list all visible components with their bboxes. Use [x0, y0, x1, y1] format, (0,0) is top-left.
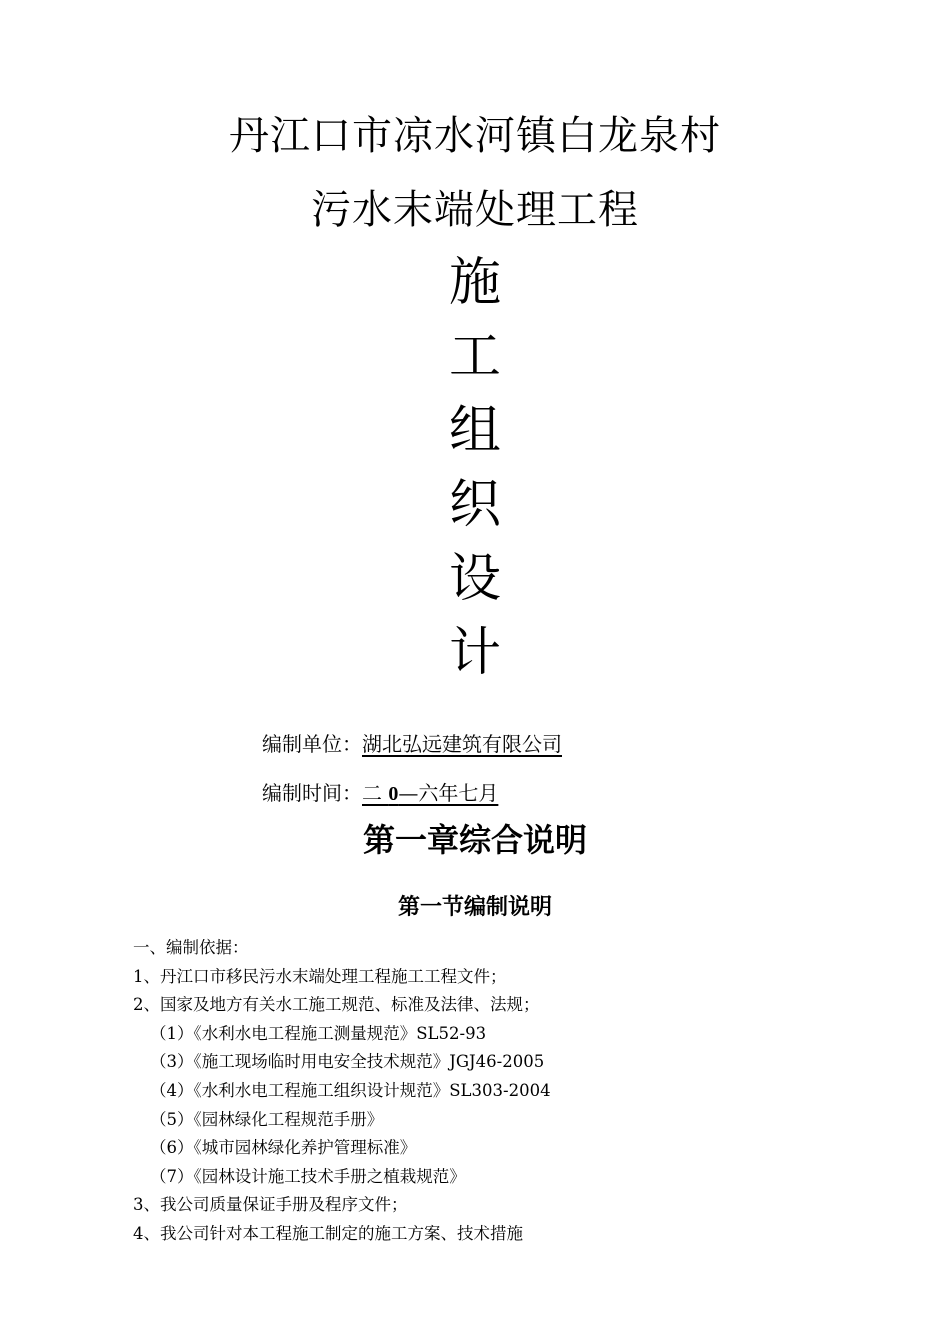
chapter-heading: 第一章综合说明 [362, 821, 587, 859]
body-line: （6）《城市园林绿化养护管理标准》 [150, 1138, 417, 1158]
vertical-title-char: 组 [448, 401, 501, 461]
vertical-title-char: 织 [448, 475, 501, 535]
date-label: 编制时间： [262, 781, 362, 805]
body-line: （1）《水利水电工程施工测量规范》SL52-93 [150, 1023, 487, 1043]
title-line-2: 污水末端处理工程 [311, 187, 639, 233]
body-line: （7）《园林设计施工技术手册之植栽规范》 [150, 1166, 466, 1186]
compiler-line [262, 730, 562, 758]
body-line: 一、编制依据： [133, 938, 249, 957]
body-line: 1、丹江口市移民污水末端处理工程施工工程文件； [133, 966, 507, 986]
body-line: （3）《施工现场临时用电安全技术规范》JGJ46-2005 [150, 1052, 545, 1072]
body-line: （5）《园林绿化工程规范手册》 [150, 1109, 384, 1129]
vertical-title-char: 设 [448, 549, 501, 609]
date-line [262, 779, 498, 808]
body-line: （4）《水利水电工程施工组织设计规范》SL303-2004 [150, 1080, 551, 1100]
title-line-1: 丹江口市凉水河镇白龙泉村 [229, 113, 721, 159]
vertical-title [0, 246, 950, 690]
body-text [133, 934, 833, 1249]
body-line: 2、国家及地方有关水工施工规范、标准及法律、法规； [133, 995, 540, 1015]
vertical-title-char: 施 [448, 253, 501, 313]
date-value-digit: 0 [388, 783, 399, 805]
vertical-title-char: 计 [448, 623, 501, 683]
body-line: 3、我公司质量保证手册及程序文件； [133, 1195, 408, 1215]
compiler-value: 湖北弘远建筑有限公司 [362, 732, 562, 756]
section-heading: 第一节编制说明 [397, 895, 552, 920]
vertical-title-char: 工 [448, 327, 501, 387]
date-value-part: —六年七月 [398, 781, 499, 805]
compiler-label: 编制单位： [262, 732, 362, 756]
body-line: 4、我公司针对本工程施工制定的施工方案、技术措施 [133, 1223, 523, 1243]
date-value [362, 781, 498, 805]
date-value-part: 二 [362, 781, 382, 805]
